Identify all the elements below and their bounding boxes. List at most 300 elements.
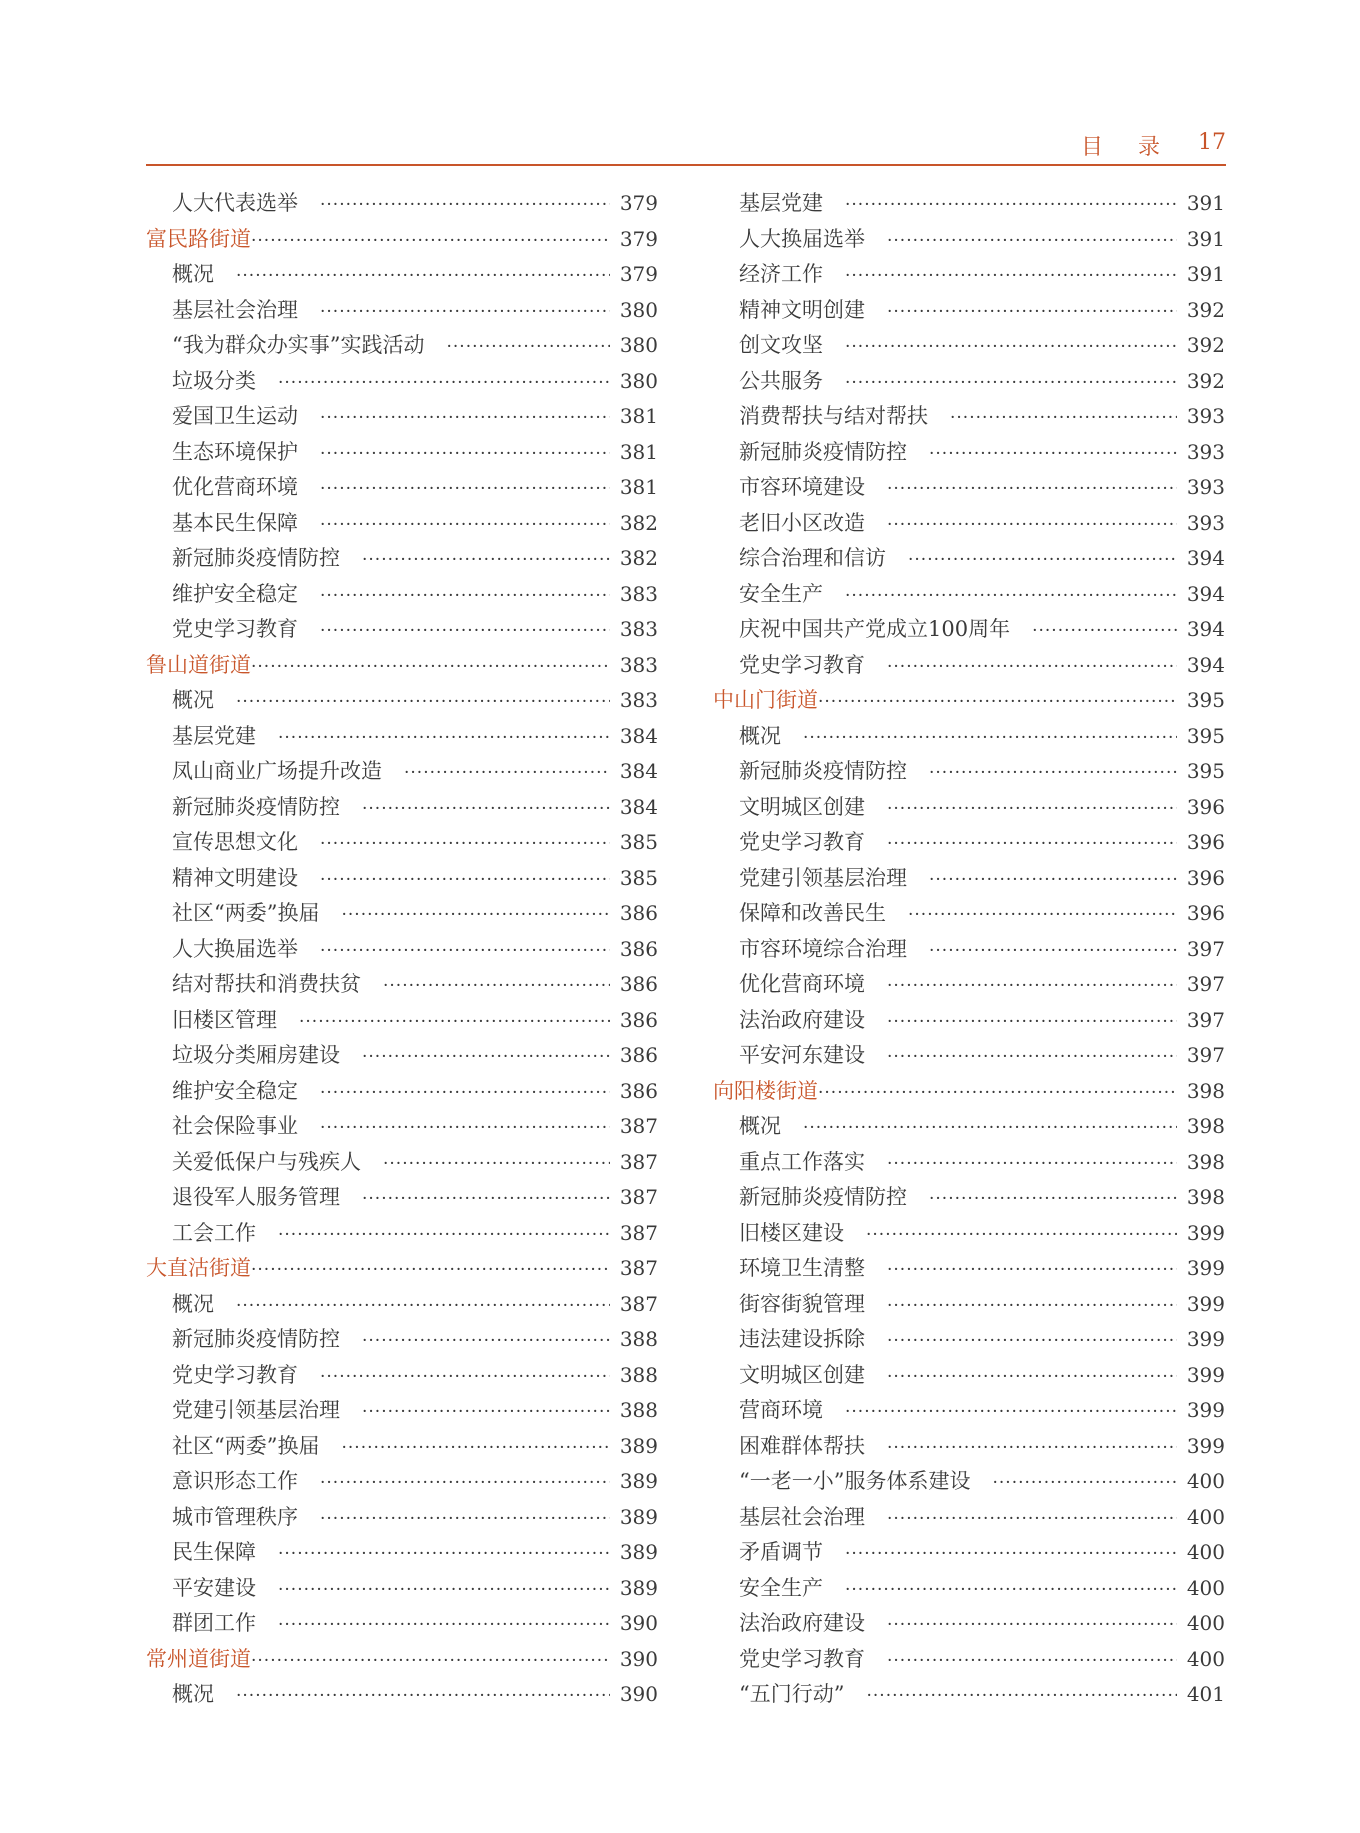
toc-entry[interactable]: [146, 1146, 658, 1182]
toc-entry-label: 老旧小区改造: [739, 510, 865, 535]
toc-entry-label: 党史学习教育: [172, 1362, 298, 1387]
toc-entry-page: 383: [619, 617, 658, 641]
toc-entry[interactable]: [713, 1323, 1225, 1359]
toc-entry-page: 399: [1186, 1398, 1225, 1422]
toc-section-entry[interactable]: [713, 1075, 1225, 1111]
toc-entry-page: 392: [1186, 333, 1225, 357]
toc-entry[interactable]: [146, 1465, 658, 1501]
toc-entry-page: 387: [619, 1220, 658, 1245]
toc-entry-label: 党史学习教育: [739, 1646, 865, 1671]
dot-leader: [887, 1260, 1177, 1280]
toc-entry[interactable]: [146, 613, 658, 649]
toc-entry-label: 结对帮扶和消费扶贫: [172, 972, 361, 996]
page-header: [146, 130, 1226, 166]
toc-entry-label: 经济工作: [739, 262, 823, 286]
toc-entry-label: 概况: [172, 262, 214, 286]
toc-entry[interactable]: [713, 365, 1225, 401]
toc-entry-label: 基层社会治理: [739, 1504, 865, 1529]
toc-entry-page: 396: [1186, 901, 1225, 925]
toc-entry-label: 概况: [739, 1114, 781, 1138]
dot-leader: [320, 515, 610, 535]
dot-leader: [845, 195, 1177, 215]
dot-leader: [362, 1189, 610, 1209]
toc-entry-page: 399: [1186, 1256, 1225, 1280]
toc-entry-label: 大直沽街道: [146, 1256, 251, 1280]
toc-entry-page: 388: [619, 1362, 658, 1387]
dot-leader: [887, 515, 1177, 535]
toc-entry-label: 维护安全稳定: [172, 1078, 298, 1103]
dot-leader: [845, 337, 1177, 357]
toc-entry[interactable]: [146, 1075, 658, 1111]
toc-entry[interactable]: [713, 1678, 1225, 1714]
toc-entry-label: 党史学习教育: [172, 617, 298, 641]
toc-entry[interactable]: [146, 365, 658, 401]
dot-leader: [950, 408, 1177, 428]
toc-entry[interactable]: [146, 294, 658, 330]
toc-entry[interactable]: [146, 826, 658, 862]
toc-entry-page: 385: [619, 865, 658, 890]
toc-entry-label: 意识形态工作: [172, 1469, 298, 1493]
toc-entry-label: 工会工作: [172, 1220, 256, 1245]
toc-entry-page: 398: [1186, 1185, 1225, 1209]
toc-entry[interactable]: [713, 1430, 1225, 1466]
toc-entry-page: 390: [619, 1611, 658, 1635]
toc-section-entry[interactable]: [146, 223, 658, 259]
dot-leader: [803, 1118, 1177, 1138]
dot-leader: [887, 657, 1177, 677]
dot-leader: [320, 1367, 610, 1387]
toc-entry[interactable]: [146, 187, 658, 223]
toc-entry[interactable]: [146, 400, 658, 436]
dot-leader: [320, 1473, 610, 1493]
toc-entry-label: 凤山商业广场提升改造: [172, 759, 382, 783]
toc-entry[interactable]: [713, 613, 1225, 649]
dot-leader: [887, 1154, 1177, 1174]
dot-leader: [236, 1686, 610, 1706]
toc-entry[interactable]: [713, 862, 1225, 898]
toc-entry[interactable]: [713, 1004, 1225, 1040]
dot-leader: [818, 1083, 1177, 1103]
toc-entry[interactable]: [713, 1359, 1225, 1395]
toc-entry-page: 389: [619, 1540, 658, 1564]
toc-entry-page: 399: [1186, 1291, 1225, 1316]
toc-entry[interactable]: [713, 791, 1225, 827]
toc-entry-page: 380: [619, 297, 658, 322]
toc-entry-page: 387: [619, 1149, 658, 1174]
dot-leader: [320, 621, 610, 641]
toc-entry[interactable]: [146, 862, 658, 898]
dot-leader: [320, 1118, 610, 1138]
toc-entry-page: 394: [1186, 546, 1225, 570]
dot-leader: [341, 905, 609, 925]
toc-entry-label: 市容环境建设: [739, 475, 865, 499]
dot-leader: [251, 1651, 610, 1671]
toc-entry[interactable]: [146, 1110, 658, 1146]
toc-entry-label: 概况: [172, 688, 214, 712]
dot-leader: [887, 1012, 1177, 1032]
toc-entry-label: 关爱低保户与残疾人: [172, 1149, 361, 1174]
toc-entry[interactable]: [713, 897, 1225, 933]
dot-leader: [887, 799, 1177, 819]
toc-entry[interactable]: [713, 436, 1225, 472]
dot-leader: [908, 550, 1177, 570]
dot-leader: [929, 444, 1177, 464]
dot-leader: [887, 1438, 1177, 1458]
toc-entry[interactable]: [713, 1572, 1225, 1608]
toc-entry[interactable]: [146, 791, 658, 827]
toc-entry[interactable]: [713, 471, 1225, 507]
toc-entry-page: 382: [619, 546, 658, 570]
toc-entry-page: 386: [619, 936, 658, 961]
dot-leader: [887, 1509, 1177, 1529]
dot-leader: [278, 1225, 610, 1245]
toc-entry-page: 393: [1186, 510, 1225, 535]
toc-entry-page: 398: [1186, 1114, 1225, 1138]
toc-entry-label: 优化营商环境: [172, 475, 298, 499]
toc-entry-page: 397: [1186, 1007, 1225, 1032]
toc-entry-label: 富民路街道: [146, 226, 251, 251]
toc-entry-label: 基层党建: [739, 191, 823, 215]
toc-entry-page: 400: [1186, 1575, 1225, 1600]
toc-entry-page: 397: [1186, 1043, 1225, 1067]
toc-entry-label: “我为群众办实事”实践活动: [172, 333, 425, 357]
toc-entry-label: 垃圾分类厢房建设: [172, 1043, 340, 1067]
toc-entry-page: 393: [1186, 475, 1225, 499]
toc-entry-page: 387: [619, 1256, 658, 1280]
toc-entry-label: 党建引领基层治理: [739, 865, 907, 890]
toc-entry-label: 文明城区创建: [739, 1362, 865, 1387]
toc-entry-label: 人大代表选举: [172, 191, 298, 215]
dot-leader: [362, 1402, 610, 1422]
toc-entry-label: 爱国卫生运动: [172, 404, 298, 428]
toc-entry[interactable]: [713, 1536, 1225, 1572]
toc-entry-page: 389: [619, 1469, 658, 1493]
toc-entry[interactable]: [713, 1181, 1225, 1217]
toc-left-column: [146, 187, 658, 1714]
toc-entry-label: 法治政府建设: [739, 1007, 865, 1032]
toc-entry[interactable]: [713, 1039, 1225, 1075]
toc-entry-page: 399: [1186, 1220, 1225, 1245]
toc-entry-label: 概况: [739, 723, 781, 748]
dot-leader: [383, 1154, 610, 1174]
dot-leader: [278, 1615, 610, 1635]
dot-leader: [320, 1083, 610, 1103]
toc-entry-label: 党建引领基层治理: [172, 1398, 340, 1422]
toc-entry[interactable]: [146, 578, 658, 614]
toc-entry[interactable]: [146, 968, 658, 1004]
toc-entry[interactable]: [146, 1430, 658, 1466]
toc-entry-page: 386: [619, 972, 658, 996]
toc-entry-label: 退役军人服务管理: [172, 1185, 340, 1209]
toc-entry-label: 保障和改善民生: [739, 901, 886, 925]
toc-entry-label: 困难群体帮扶: [739, 1433, 865, 1458]
toc-entry-page: 382: [619, 510, 658, 535]
toc-entry-label: 综合治理和信访: [739, 546, 886, 570]
toc-entry-page: 395: [1186, 688, 1225, 712]
dot-leader: [362, 550, 610, 570]
toc-entry[interactable]: [146, 436, 658, 472]
dot-leader: [845, 373, 1177, 393]
toc-entry-label: 基层党建: [172, 723, 256, 748]
toc-entry-label: 人大换届选举: [739, 226, 865, 251]
dot-leader: [251, 657, 610, 677]
toc-entry[interactable]: [146, 933, 658, 969]
toc-entry[interactable]: [713, 1146, 1225, 1182]
toc-entry-page: 381: [619, 475, 658, 499]
toc-entry[interactable]: [713, 329, 1225, 365]
toc-entry[interactable]: [713, 1501, 1225, 1537]
toc-entry[interactable]: [146, 755, 658, 791]
dot-leader: [908, 905, 1177, 925]
toc-entry-page: 392: [1186, 368, 1225, 393]
toc-entry-page: 394: [1186, 617, 1225, 641]
toc-entry-page: 391: [1186, 226, 1225, 251]
dot-leader: [929, 763, 1177, 783]
toc-entry-page: 394: [1186, 652, 1225, 677]
toc-entry-label: 基层社会治理: [172, 297, 298, 322]
toc-entry-page: 389: [619, 1433, 658, 1458]
toc-entry-page: 393: [1186, 439, 1225, 464]
toc-entry-label: 社区“两委”换届: [172, 1433, 320, 1458]
toc-entry[interactable]: [713, 294, 1225, 330]
dot-leader: [299, 1012, 610, 1032]
toc-entry-page: 395: [1186, 723, 1225, 748]
toc-entry-page: 391: [1186, 191, 1225, 215]
dot-leader: [887, 302, 1177, 322]
toc-entry-label: 新冠肺炎疫情防控: [739, 1185, 907, 1209]
toc-entry-label: 创文攻坚: [739, 333, 823, 357]
toc-entry-page: 379: [619, 226, 658, 251]
toc-entry-page: 398: [1186, 1078, 1225, 1103]
dot-leader: [845, 1544, 1177, 1564]
dot-leader: [278, 373, 610, 393]
header-page-number: 17: [1198, 130, 1226, 155]
toc-entry-page: 390: [619, 1682, 658, 1706]
dot-leader: [404, 763, 610, 783]
dot-leader: [818, 692, 1177, 712]
toc-entry[interactable]: [146, 1536, 658, 1572]
dot-leader: [251, 231, 610, 251]
dot-leader: [362, 1047, 610, 1067]
toc-entry-page: 384: [619, 759, 658, 783]
toc-entry[interactable]: [713, 1110, 1225, 1146]
toc-entry[interactable]: [713, 755, 1225, 791]
toc-entry[interactable]: [146, 1323, 658, 1359]
dot-leader: [236, 266, 610, 286]
dot-leader: [236, 692, 610, 712]
toc-entry-page: 389: [619, 1504, 658, 1529]
dot-leader: [887, 1331, 1177, 1351]
toc-entry-label: 人大换届选举: [172, 936, 298, 961]
toc-entry-page: 388: [619, 1398, 658, 1422]
toc-entry[interactable]: [713, 223, 1225, 259]
toc-entry-page: 396: [1186, 865, 1225, 890]
toc-entry[interactable]: [146, 720, 658, 756]
toc-entry-label: 垃圾分类: [172, 368, 256, 393]
toc-entry-label: 生态环境保护: [172, 439, 298, 464]
toc-entry[interactable]: [713, 968, 1225, 1004]
dot-leader: [887, 1296, 1177, 1316]
dot-leader: [887, 1615, 1177, 1635]
toc-entry-page: 390: [619, 1646, 658, 1671]
toc-entry[interactable]: [713, 1394, 1225, 1430]
dot-leader: [320, 479, 610, 499]
toc-entry[interactable]: [146, 1501, 658, 1537]
toc-entry-label: 概况: [172, 1682, 214, 1706]
toc-entry-label: 消费帮扶与结对帮扶: [739, 404, 928, 428]
toc-entry-page: 400: [1186, 1469, 1225, 1493]
toc-entry-page: 399: [1186, 1433, 1225, 1458]
toc-entry-page: 379: [619, 191, 658, 215]
toc-entry-page: 386: [619, 901, 658, 925]
toc-entry-label: 维护安全稳定: [172, 581, 298, 606]
toc-entry[interactable]: [146, 1394, 658, 1430]
toc-section-entry[interactable]: [146, 649, 658, 685]
toc-entry[interactable]: [146, 1004, 658, 1040]
dot-leader: [320, 586, 610, 606]
toc-entry[interactable]: [146, 684, 658, 720]
toc-entry[interactable]: [713, 1465, 1225, 1501]
toc-entry-page: 392: [1186, 297, 1225, 322]
dot-leader: [362, 799, 610, 819]
toc-entry-label: 党史学习教育: [739, 652, 865, 677]
toc-entry-label: 营商环境: [739, 1398, 823, 1422]
toc-entry[interactable]: [146, 542, 658, 578]
toc-right-column: [713, 187, 1225, 1714]
toc-entry[interactable]: [713, 400, 1225, 436]
toc-entry-label: 安全生产: [739, 581, 823, 606]
dot-leader: [383, 976, 610, 996]
toc-entry-page: 400: [1186, 1540, 1225, 1564]
toc-entry[interactable]: [713, 507, 1225, 543]
header-title: 目 录: [1081, 135, 1174, 160]
toc-entry-label: 群团工作: [172, 1611, 256, 1635]
dot-leader: [278, 1580, 610, 1600]
dot-leader: [887, 1047, 1177, 1067]
toc-entry[interactable]: [146, 1572, 658, 1608]
toc-entry[interactable]: [713, 933, 1225, 969]
dot-leader: [845, 586, 1177, 606]
toc-entry-label: 概况: [172, 1291, 214, 1316]
toc-entry[interactable]: [713, 578, 1225, 614]
dot-leader: [362, 1331, 610, 1351]
dot-leader: [320, 444, 610, 464]
toc-entry-page: 383: [619, 581, 658, 606]
toc-entry-page: 396: [1186, 794, 1225, 819]
dot-leader: [887, 231, 1177, 251]
toc-entry-page: 386: [619, 1007, 658, 1032]
toc-entry-label: 平安建设: [172, 1575, 256, 1600]
toc-entry-label: 平安河东建设: [739, 1043, 865, 1067]
toc-entry[interactable]: [713, 258, 1225, 294]
toc-entry-label: 精神文明创建: [739, 297, 865, 322]
toc-entry-label: “一老一小”服务体系建设: [739, 1469, 971, 1493]
toc-entry[interactable]: [146, 1359, 658, 1395]
toc-entry-label: 宣传思想文化: [172, 830, 298, 854]
dot-leader: [866, 1686, 1176, 1706]
toc-entry[interactable]: [146, 329, 658, 365]
toc-entry[interactable]: [713, 720, 1225, 756]
toc-entry-page: 384: [619, 723, 658, 748]
dot-leader: [320, 195, 610, 215]
toc-entry-label: 社区“两委”换届: [172, 901, 320, 925]
toc-entry-label: 新冠肺炎疫情防控: [172, 546, 340, 570]
dot-leader: [929, 870, 1177, 890]
toc-entry-label: 精神文明建设: [172, 865, 298, 890]
toc-entry[interactable]: [146, 1217, 658, 1253]
toc-entry[interactable]: [146, 1181, 658, 1217]
dot-leader: [866, 1225, 1177, 1245]
toc-entry-label: 优化营商环境: [739, 972, 865, 996]
toc-entry[interactable]: [146, 507, 658, 543]
toc-entry[interactable]: [713, 1252, 1225, 1288]
toc-entry-page: 396: [1186, 830, 1225, 854]
toc-entry-page: 381: [619, 439, 658, 464]
dot-leader: [929, 1189, 1177, 1209]
toc-entry-label: 新冠肺炎疫情防控: [739, 439, 907, 464]
toc-entry-page: 397: [1186, 936, 1225, 961]
toc-entry[interactable]: [713, 542, 1225, 578]
toc-entry[interactable]: [146, 897, 658, 933]
dot-leader: [320, 870, 610, 890]
toc-entry[interactable]: [146, 471, 658, 507]
toc-entry-page: 384: [619, 794, 658, 819]
toc-entry[interactable]: [713, 1217, 1225, 1253]
toc-entry-label: 违法建设拆除: [739, 1327, 865, 1351]
toc-section-entry[interactable]: [146, 1252, 658, 1288]
toc-entry-page: 386: [619, 1078, 658, 1103]
dot-leader: [887, 976, 1177, 996]
toc-entry-page: 381: [619, 404, 658, 428]
toc-entry[interactable]: [713, 1288, 1225, 1324]
toc-entry-label: 新冠肺炎疫情防控: [739, 759, 907, 783]
toc-entry-label: “五门行动”: [739, 1682, 845, 1706]
toc-entry[interactable]: [713, 649, 1225, 685]
dot-leader: [251, 1260, 610, 1280]
toc-entry-page: 387: [619, 1185, 658, 1209]
toc-entry[interactable]: [146, 258, 658, 294]
toc-entry-page: 401: [1186, 1682, 1225, 1706]
toc-entry[interactable]: [713, 1607, 1225, 1643]
dot-leader: [320, 408, 610, 428]
toc-entry-page: 387: [619, 1291, 658, 1316]
toc-entry[interactable]: [713, 187, 1225, 223]
toc-entry-label: 旧楼区建设: [739, 1220, 844, 1245]
toc-entry-page: 379: [619, 262, 658, 286]
dot-leader: [1032, 621, 1177, 641]
toc-entry[interactable]: [146, 1288, 658, 1324]
toc-entry-label: 基本民生保障: [172, 510, 298, 535]
toc-entry-page: 388: [619, 1327, 658, 1351]
dot-leader: [320, 302, 610, 322]
toc-entry[interactable]: [146, 1607, 658, 1643]
toc-section-entry[interactable]: [146, 1643, 658, 1679]
dot-leader: [320, 834, 610, 854]
toc-entry-page: 398: [1186, 1149, 1225, 1174]
dot-leader: [320, 1509, 610, 1529]
toc-entry[interactable]: [713, 1643, 1225, 1679]
toc-entry[interactable]: [146, 1678, 658, 1714]
toc-entry-label: 街容街貌管理: [739, 1291, 865, 1316]
dot-leader: [341, 1438, 609, 1458]
toc-entry[interactable]: [713, 826, 1225, 862]
toc-entry-label: 矛盾调节: [739, 1540, 823, 1564]
toc-entry[interactable]: [146, 1039, 658, 1075]
toc-entry-label: 市容环境综合治理: [739, 936, 907, 961]
dot-leader: [320, 941, 610, 961]
toc-section-entry[interactable]: [713, 684, 1225, 720]
dot-leader: [278, 1544, 610, 1564]
